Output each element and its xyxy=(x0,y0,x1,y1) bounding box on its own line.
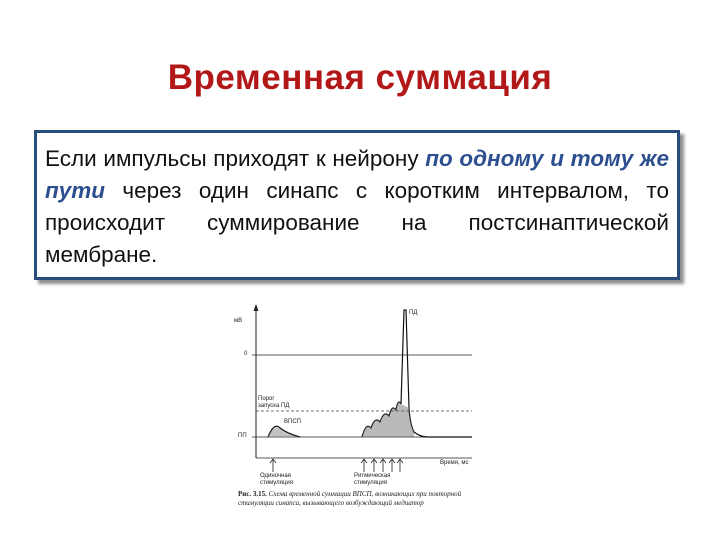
body-text xyxy=(45,143,669,271)
rhythmic-stimulus-arrows xyxy=(361,459,403,472)
summation-fill xyxy=(362,402,414,437)
vpsp-label: ВПСП xyxy=(284,419,301,425)
y-axis-arrow xyxy=(254,304,259,311)
time-label: Время, мс xyxy=(440,460,469,466)
text-box xyxy=(34,130,680,280)
rest-label: ПП xyxy=(238,433,247,439)
threshold-label-line2: запуска ПД xyxy=(258,403,290,409)
body-text-part1: Если импульсы приходят к нейрону xyxy=(45,146,426,171)
single-stimulus-arrow xyxy=(270,459,276,472)
body-text-part2: через один синапс с коротким интервалом, то происходит суммирование на постсинаптической мембране. xyxy=(45,178,669,267)
figure-caption xyxy=(238,490,488,508)
rhythm-stim-label-line2: стимуляция xyxy=(354,480,387,486)
summation-trace xyxy=(362,310,472,437)
y-axis-label: мВ xyxy=(234,318,243,324)
threshold-label-line1: Порог xyxy=(258,396,275,402)
body-text-emphasis: по одному и тому же пути xyxy=(45,146,669,203)
zero-label: 0 xyxy=(244,351,248,357)
single-stim-label-line1: Одиночная xyxy=(260,473,291,479)
summation-figure xyxy=(228,300,492,532)
single-stim-label-line2: стимуляция xyxy=(260,480,293,486)
caption-text: Схема временной суммации ВПСП, возникающих при повторной стимуляции синапса, вызывающего возбуждающий медиатор xyxy=(238,490,462,507)
pd-label: ПД xyxy=(409,310,418,316)
rhythm-stim-label-line1: Ритмическая xyxy=(354,473,391,479)
caption-number: Рис. 3.15. xyxy=(238,490,267,498)
slide-title: Временная суммация xyxy=(167,58,553,97)
